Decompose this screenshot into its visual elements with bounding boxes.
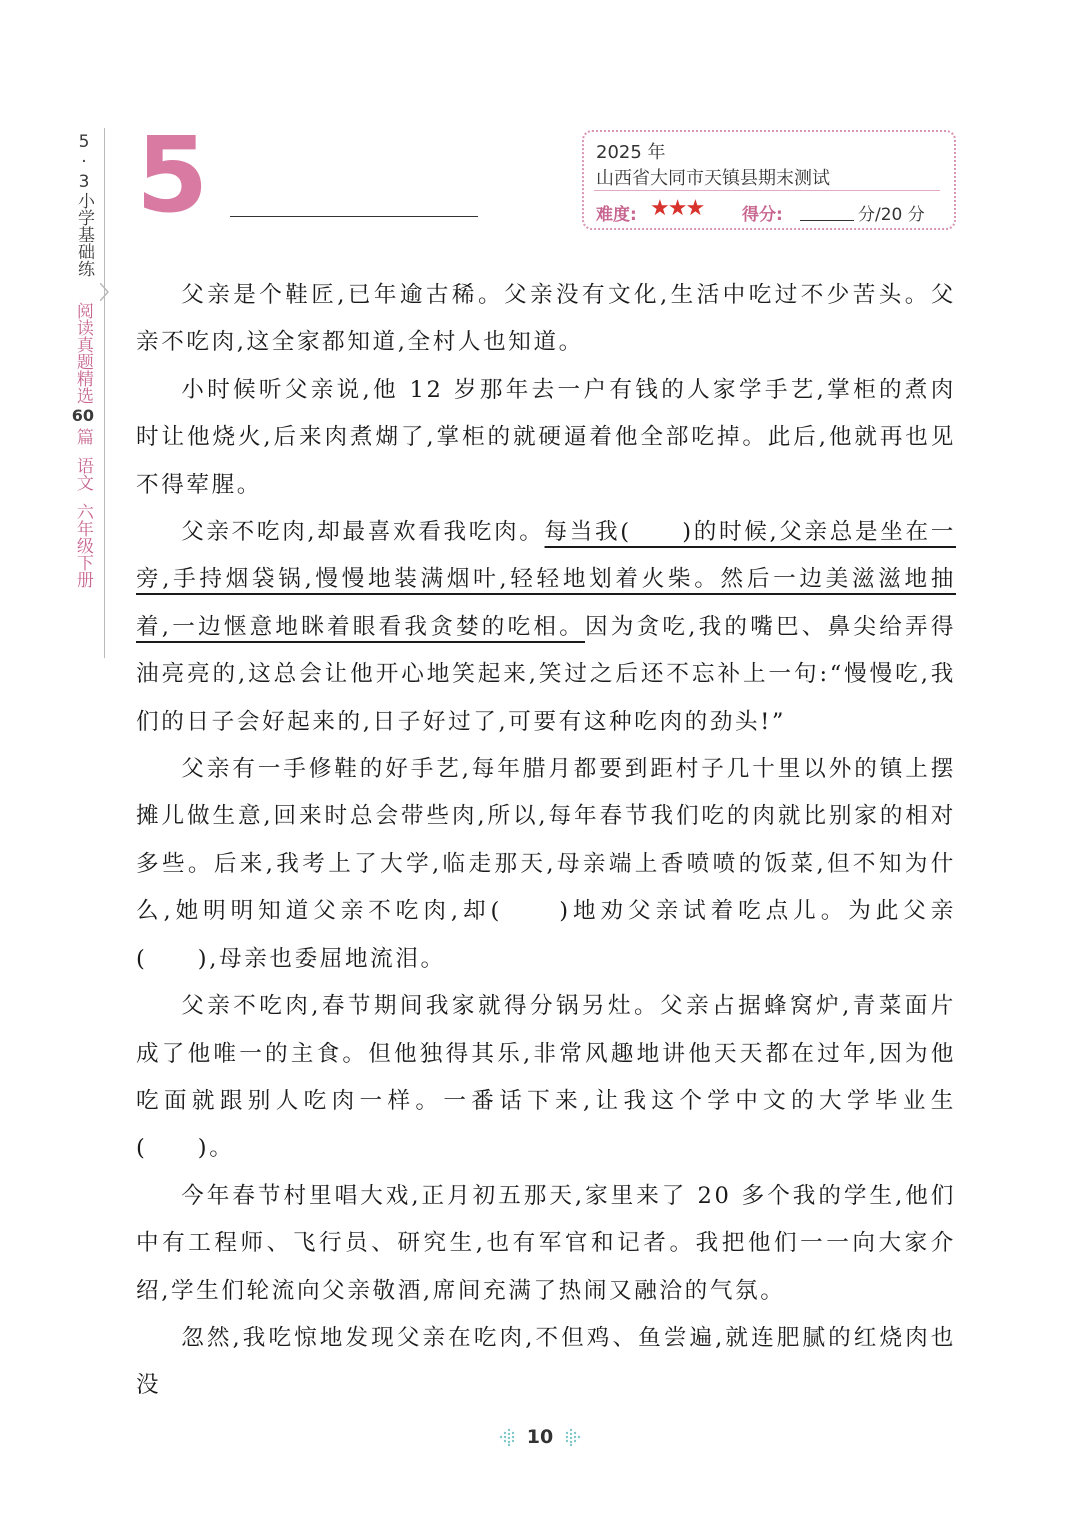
exam-info-box [582, 130, 956, 230]
series-title: 5·3小学基础练 [74, 132, 94, 277]
difficulty-label: 难度: [596, 205, 637, 225]
page-footer [0, 1426, 1080, 1448]
paragraph-2: 小时候听父亲说,他 12 岁那年去一户有钱的人家学手艺,掌柜的煮肉时让他烧火,后来肉煮煳了,掌柜的就硬逼着他全部吃掉。此后,他就再也见不得荤腥。 [136, 376, 956, 498]
paragraph-3 [136, 509, 956, 746]
paragraph-3-rest: 因为贪吃,我的嘴巴、鼻尖给弄得油亮亮的,这总会让他开心地笑起来,笑过之后还不忘补上一句:“慢慢吃,我们的日子会好起来的,日子好过了,可要有这种吃肉的劲头!” [136, 613, 957, 735]
book-title [66, 302, 94, 588]
score-label: 得分: [742, 205, 783, 225]
underlined-sentence: 每当我( )的时候,父亲总是坐在一旁,手持烟袋锅,慢慢地装满烟叶,轻轻地划着火柴。然后一边美滋滋地抽着,一边惬意地眯着眼看我贪婪的吃相。 [136, 519, 956, 640]
footer-dots-left-icon [498, 1427, 516, 1447]
title-blank-line [230, 216, 478, 217]
paragraph-3-intro: 父亲不吃肉,却最喜欢看我吃肉。 [181, 519, 545, 546]
book-title-number: 60 [71, 406, 94, 425]
exam-year: 2025 年 [596, 142, 666, 163]
page-number: 10 [526, 1426, 554, 1448]
paragraph-5: 父亲不吃肉,春节期间我家就得分锅另灶。父亲占据蜂窝炉,青菜面片成了他唯一的主食。但他独得其乐,非常风趣地讲他天天都在过年,因为他吃面就跟别人吃肉一样。一番话下来,让我这个学中文的大学毕业生( )。 [136, 993, 956, 1162]
paragraph-4: 父亲有一手修鞋的好手艺,每年腊月都要到距村子几十里以外的镇上摆摊儿做生意,回来时总会带些肉,所以,每年春节我们吃的肉就比别家的相对多些。后来,我考上了大学,临走那天,母亲端上香喷喷的饭菜,但不知为什么,她明明知道父亲不吃肉,却( )地劝父亲试着吃点儿。为此父亲( ),母亲也委屈地流泪。 [136, 756, 956, 972]
reading-passage [136, 272, 956, 1410]
exam-name: 山西省大同市天镇县期末测试 [596, 168, 830, 189]
score-total: 分/20 分 [858, 205, 925, 225]
difficulty-stars-icon: ★★★ [650, 196, 704, 221]
score-blank [800, 220, 854, 221]
paragraph-6: 今年春节村里唱大戏,正月初五那天,家里来了 20 多个我的学生,他们中有工程师、飞行员、研究生,也有军官和记者。我把他们一一向大家介绍,学生们轮流向父亲敬酒,席间充满了热闹又融洽的气氛。 [136, 1182, 956, 1304]
book-title-part1: 阅读真题精选 [72, 302, 93, 404]
passage-number: 5 [136, 114, 209, 236]
book-title-part2: 篇 [72, 428, 93, 445]
footer-dots-right-icon [564, 1427, 582, 1447]
info-divider [594, 190, 940, 191]
paragraph-7: 忽然,我吃惊地发现父亲在吃肉,不但鸡、鱼尝遍,就连肥腻的红烧肉也没 [136, 1324, 956, 1399]
side-notch [100, 283, 110, 301]
subject: 语文 [72, 457, 93, 491]
paragraph-1: 父亲是个鞋匠,已年逾古稀。父亲没有文化,生活中吃过不少苦头。父亲不吃肉,这全家都知道,全村人也知道。 [136, 282, 956, 356]
grade: 六年级下册 [72, 503, 93, 588]
